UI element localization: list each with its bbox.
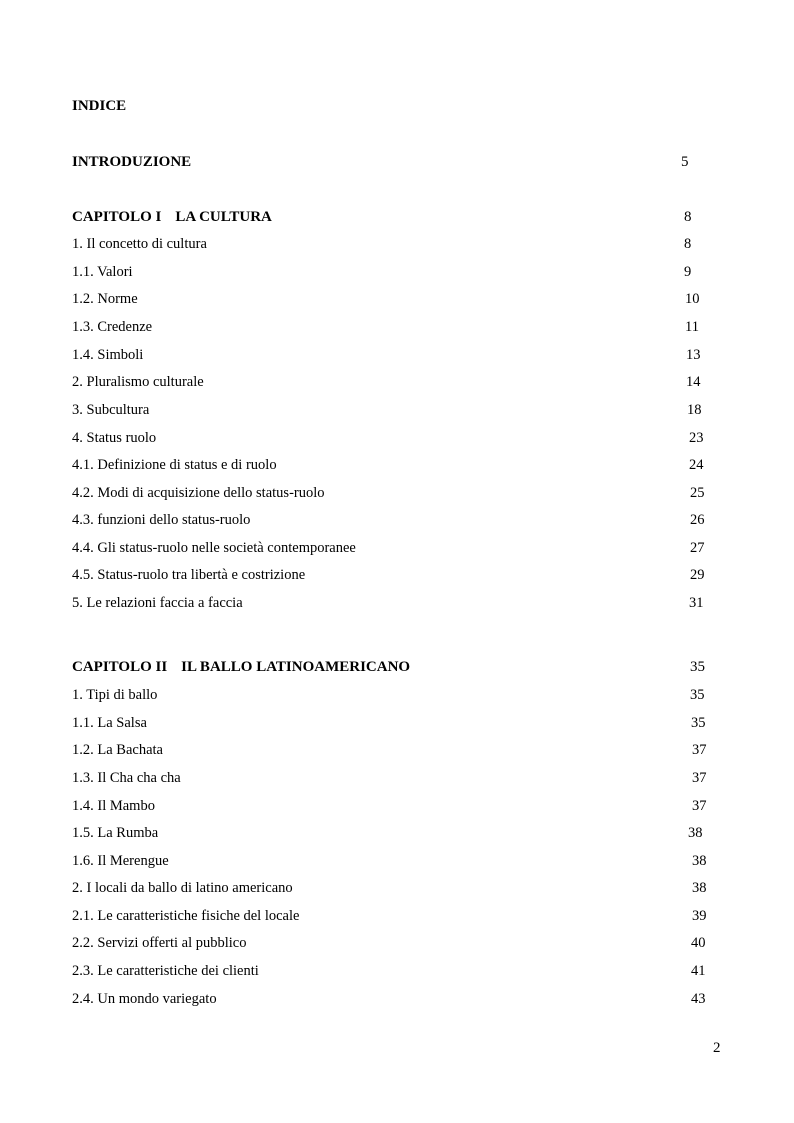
toc-entry: 1.4. Il Mambo [72, 798, 155, 814]
toc-chapter-heading-1 [72, 206, 272, 228]
toc-entry-page: 23 [689, 430, 704, 446]
toc-entry-page: 38 [692, 880, 707, 896]
toc-entry-page: 38 [692, 853, 707, 869]
toc-entry-page: 11 [685, 319, 699, 335]
toc-entry: 2.3. Le caratteristiche dei clienti [72, 963, 259, 979]
toc-chapter-page-2: 35 [690, 659, 705, 675]
toc-entry-page: 9 [684, 264, 692, 280]
toc-entry: 1.4. Simboli [72, 347, 144, 363]
toc-entry-page: 37 [692, 742, 707, 758]
toc-entry: 1.2. La Bachata [72, 742, 163, 758]
index-title: INDICE [72, 98, 127, 114]
toc-entry-introduzione: INTRODUZIONE [72, 154, 192, 170]
toc-entry: 4.4. Gli status-ruolo nelle società contemporanee [72, 540, 356, 556]
toc-entry: 4. Status ruolo [72, 430, 157, 446]
toc-entry-page: 24 [689, 457, 704, 473]
toc-entry-page: 35 [691, 715, 706, 731]
toc-entry: 2. I locali da ballo di latino americano [72, 880, 293, 896]
toc-entry-page: 13 [686, 347, 701, 363]
toc-entry: 4.2. Modi di acquisizione dello status-ruolo [72, 485, 325, 501]
toc-entry: 1.5. La Rumba [72, 825, 159, 841]
toc-entry: 2.4. Un mondo variegato [72, 991, 217, 1007]
toc-entry: 1.3. Credenze [72, 319, 153, 335]
page-number: 2 [713, 1040, 721, 1056]
toc-entry-page: 35 [690, 687, 705, 703]
toc-entry-page: 8 [684, 236, 692, 252]
toc-entry-page: 43 [691, 991, 706, 1007]
toc-entry: 1.1. Valori [72, 264, 133, 280]
toc-chapter-page-1: 8 [684, 209, 692, 225]
toc-entry-page: 41 [691, 963, 706, 979]
toc-page-introduzione: 5 [681, 154, 689, 170]
toc-entry-page: 31 [689, 595, 704, 611]
toc-entry: 1. Tipi di ballo [72, 687, 158, 703]
toc-entry: 1.3. Il Cha cha cha [72, 770, 181, 786]
chapter-label: CAPITOLO I [72, 209, 162, 225]
toc-entry: 4.5. Status-ruolo tra libertà e costrizione [72, 567, 306, 583]
toc-entry: 1.2. Norme [72, 291, 138, 307]
toc-entry: 2.2. Servizi offerti al pubblico [72, 935, 247, 951]
toc-entry-page: 18 [687, 402, 702, 418]
toc-entry: 2. Pluralismo culturale [72, 374, 204, 390]
chapter-label: CAPITOLO II [72, 659, 168, 675]
toc-entry: 1. Il concetto di cultura [72, 236, 207, 252]
toc-entry-page: 37 [692, 770, 707, 786]
toc-entry: 4.1. Definizione di status e di ruolo [72, 457, 277, 473]
toc-entry-page: 10 [685, 291, 700, 307]
toc-entry-page: 14 [686, 374, 701, 390]
toc-entry: 5. Le relazioni faccia a faccia [72, 595, 243, 611]
toc-entry: 1.6. Il Merengue [72, 853, 169, 869]
toc-entry-page: 27 [690, 540, 705, 556]
chapter-title: IL BALLO LATINOAMERICANO [181, 659, 411, 675]
toc-entry-page: 29 [690, 567, 705, 583]
toc-entry-page: 25 [690, 485, 705, 501]
toc-entry: 1.1. La Salsa [72, 715, 147, 731]
toc-entry-page: 26 [690, 512, 705, 528]
toc-entry: 2.1. Le caratteristiche fisiche del locale [72, 908, 300, 924]
toc-entry-page: 39 [692, 908, 707, 924]
toc-entry: 4.3. funzioni dello status-ruolo [72, 512, 251, 528]
toc-entry-page: 38 [688, 825, 703, 841]
toc-entry-page: 37 [692, 798, 707, 814]
toc-entry: 3. Subcultura [72, 402, 150, 418]
toc-entry-page: 40 [691, 935, 706, 951]
toc-chapter-heading-2 [72, 656, 410, 678]
chapter-title: LA CULTURA [175, 209, 272, 225]
